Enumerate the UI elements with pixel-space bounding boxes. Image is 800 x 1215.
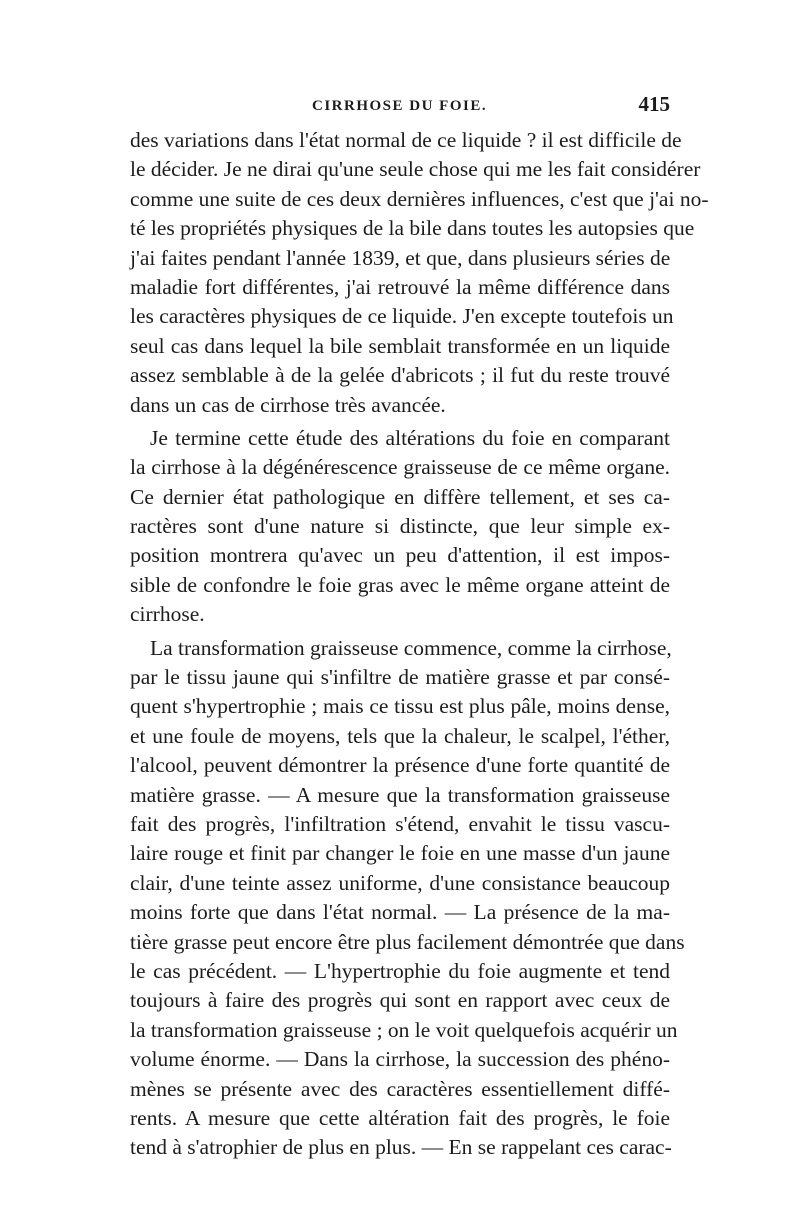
text-line: maladie fort différentes, j'ai retrouvé la même différence dans (130, 274, 670, 299)
text-line: matière grasse. — A mesure que la transformation graisseuse (130, 782, 670, 807)
text-line: et une foule de moyens, tels que la chaleur, le scalpel, l'éther, (130, 723, 670, 748)
text-line: les caractères physiques de ce liquide. J'en excepte toutefois un (130, 304, 674, 329)
text-line: laire rouge et finit par changer le foie en une masse d'un jaune (130, 841, 670, 866)
text-line: ractères sont d'une nature si distincte, que leur simple ex- (130, 514, 670, 539)
text-line: l'alcool, peuvent démontrer la présence d'une forte quantité de (130, 753, 670, 778)
text-line: par le tissu jaune qui s'infiltre de matière grasse et par consé- (130, 665, 670, 690)
text-line: dans un cas de cirrhose très avancée. (130, 392, 446, 417)
text-line: le décider. Je ne dirai qu'une seule chose qui me les fait considérer (130, 157, 701, 182)
text-line: clair, d'une teinte assez uniforme, d'une consistance beaucoup (130, 870, 670, 895)
text-line: Ce dernier état pathologique en diffère tellement, et ses ca- (130, 484, 670, 509)
text-line: moins forte que dans l'état normal. — La présence de la ma- (130, 900, 670, 925)
text-line: comme une suite de ces deux dernières influences, c'est que j'ai no- (130, 186, 709, 211)
paragraph-3 (130, 634, 685, 1163)
text-line: assez semblable à de la gelée d'abricots ; il fut du reste trouvé (130, 363, 670, 388)
text-line: rents. A mesure que cette altération fait des progrès, le foie (130, 1105, 670, 1130)
text-line: seul cas dans lequel la bile semblait transformée en un liquide (130, 333, 670, 358)
text-line: position montrera qu'avec un peu d'attention, il est impos- (130, 543, 670, 568)
text-line: le cas précédent. — L'hypertrophie du foie augmente et tend (130, 958, 670, 983)
text-line: toujours à faire des progrès qui sont en rapport avec ceux de (130, 988, 670, 1013)
text-line: volume énorme. — Dans la cirrhose, la succession des phéno- (130, 1047, 670, 1072)
text-line: Je termine cette étude des altérations du foie en comparant (150, 425, 670, 450)
text-line: la transformation graisseuse ; on le voit quelquefois acquérir un (130, 1017, 678, 1042)
page-number: 415 (638, 92, 670, 116)
text-line: cirrhose. (130, 602, 205, 627)
running-title: CIRRHOSE DU FOIE. (312, 98, 488, 114)
text-line: quent s'hypertrophie ; mais ce tissu est plus pâle, moins dense, (130, 694, 670, 719)
paragraph-2 (130, 424, 670, 630)
text-line: tière grasse peut encore être plus facilement démontrée que dans (130, 929, 685, 954)
text-line: sible de confondre le foie gras avec le même organe atteint de (130, 572, 670, 597)
text-line: té les propriétés physiques de la bile dans toutes les autopsies que (130, 216, 695, 241)
text-line: La transformation graisseuse commence, comme la cirrhose, (150, 635, 672, 660)
running-head (130, 92, 670, 122)
text-line: la cirrhose à la dégénérescence graisseuse de ce même organe. (130, 455, 670, 480)
paragraph-1 (130, 126, 709, 420)
text-line: mènes se présente avec des caractères essentiellement diffé- (130, 1076, 670, 1101)
text-line: tend à s'atrophier de plus en plus. — En se rappelant ces carac- (130, 1135, 672, 1160)
text-line: des variations dans l'état normal de ce liquide ? il est difficile de (130, 128, 682, 152)
body-text (130, 126, 709, 1163)
text-line: j'ai faites pendant l'année 1839, et que, dans plusieurs séries de (130, 245, 671, 270)
text-line: fait des progrès, l'infiltration s'étend, envahit le tissu vascu- (130, 811, 670, 836)
